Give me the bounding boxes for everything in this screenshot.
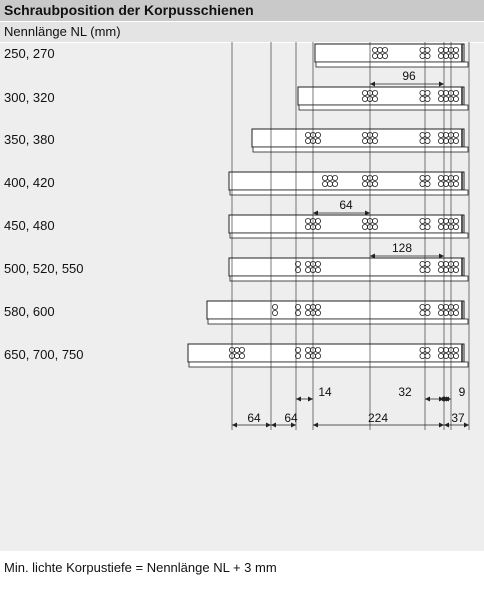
rail-body [207,301,464,319]
rail-body [229,215,464,233]
dim-label-37: 37 [451,411,465,425]
dim-label-14: 14 [318,385,332,399]
row-label-8: 650, 700, 750 [4,347,84,362]
dim-label-64-a: 64 [247,411,261,425]
rail-row-4 [229,172,468,195]
rail-body [229,258,464,276]
rail-row-8 [188,344,468,367]
rail-flange [230,276,468,281]
dim-arrow [439,423,444,428]
dim-arrow [464,423,469,428]
rail-row-2 [298,87,468,110]
rail-body [315,44,464,62]
rail-body [188,344,464,362]
dim-arrow [271,423,276,428]
rail-body [229,172,464,190]
dim-label-32: 32 [398,385,412,399]
dim-arrow [439,82,444,87]
row-label-2: 300, 320 [4,90,55,105]
rail-row-1 [315,44,468,67]
dim-label-9: 9 [458,385,466,399]
row-label-3: 350, 380 [4,132,55,147]
dim-dot [442,397,447,402]
dim-arrow [425,397,430,402]
rail-flange [316,62,468,67]
rail-row-6 [229,258,468,281]
dim-arrow [308,397,313,402]
rail-flange [230,190,468,195]
rails-group [188,44,468,367]
row-label-5: 450, 480 [4,218,55,233]
dim-label-128: 128 [391,241,413,255]
rail-body [298,87,464,105]
dim-label-64-mid: 64 [339,198,353,212]
dim-arrow [266,423,271,428]
dim-label-64-b: 64 [284,411,298,425]
footer-note: Min. lichte Korpustiefe = Nennlänge NL + 3 mm [4,560,277,575]
column-header-nominal-length: Nennlänge NL (mm) [0,22,484,42]
rail-flange [208,319,468,324]
row-label-7: 580, 600 [4,304,55,319]
rail-row-5 [229,215,468,238]
rail-flange [230,233,468,238]
rail-row-3 [252,129,468,152]
rail-flange [253,147,468,152]
dim-label-224: 224 [367,411,389,425]
row-label-1: 250, 270 [4,46,55,61]
row-label-6: 500, 520, 550 [4,261,84,276]
dim-arrow [313,423,318,428]
dim-arrow [232,423,237,428]
row-label-4: 400, 420 [4,175,55,190]
rail-flange [299,105,468,110]
rail-body [252,129,464,147]
dim-arrow [370,82,375,87]
dim-arrow [296,397,301,402]
page-title: Schraubposition der Korpusschienen [0,0,484,21]
dim-arrow [444,423,449,428]
rail-row-7 [207,301,468,324]
rail-flange [189,362,468,367]
dim-label-96: 96 [402,69,416,83]
